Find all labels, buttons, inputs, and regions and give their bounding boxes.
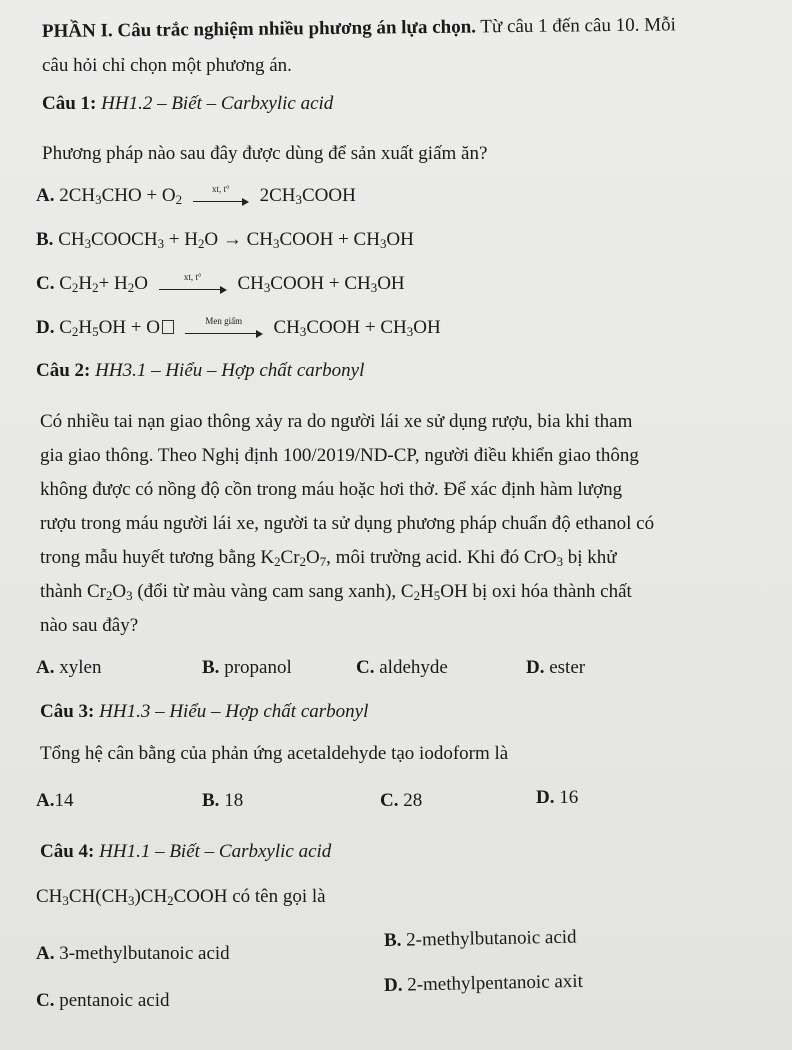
reaction-arrow: Men giấm <box>185 320 263 338</box>
q3-text: Tổng hệ cân bằng của phản ứng acetaldehyde tạo iodoform là <box>40 743 509 764</box>
q4-option-d: D. 2-methylpentanoic axit <box>383 970 584 996</box>
q4-option-b: B. 2-methylbutanoic acid <box>383 926 577 951</box>
q3-option-c: C. 28 <box>380 790 423 811</box>
reaction-arrow: xt, t° <box>193 188 249 206</box>
section-heading-line2: câu hỏi chỉ chọn một phương án. <box>42 55 292 76</box>
q1-option-c: C. $C_2H_2+ H_2O$ xt, t° $CH_3COOH + CH_3OH$ <box>36 271 405 296</box>
q3-option-a: A.14 <box>36 790 74 811</box>
missing-glyph-box <box>162 320 174 334</box>
q2-option-d: D. ester <box>526 657 586 678</box>
q1-option-d: D. $C_2H_5OH + O$ Men giấm $CH_3COOH + CH_3OH$ <box>36 315 441 340</box>
q2-line6: thành $Cr_2O_3$ (đổi từ màu vàng cam sang xanh), $C_2H_5OH$ bị oxi hóa thành chất <box>40 581 632 604</box>
q1-option-a: A. $2CH_3CHO + O_2$ xt, t° $2CH_3COOH$ <box>36 183 356 208</box>
q2-line4: rượu trong máu người lái xe, người ta sử dụng phương pháp chuẩn độ ethanol có <box>40 513 655 534</box>
q2-line3: không được có nồng độ cồn trong máu hoặc hơi thở. Để xác định hàm lượng <box>40 479 623 500</box>
q2-option-c: C. aldehyde <box>356 657 448 678</box>
reaction-arrow: xt, t° <box>159 276 227 294</box>
q1-header: Câu 1: HH1.2 – Biết – Carbxylic acid <box>42 93 334 114</box>
q2-option-a: A. xylen <box>36 657 102 678</box>
q4-text: $CH_3CH(CH_3)CH_2COOH$ có tên gọi là <box>36 886 326 909</box>
q4-option-c: C. pentanoic acid <box>36 990 170 1011</box>
q2-line5: trong mẫu huyết tương bằng $K_2Cr_2O_7$, môi trường acid. Khi đó CrO$_3$ bị khử <box>40 547 617 570</box>
section-heading: PHẦN I. Câu trắc nghiệm nhiều phương án lựa chọn. Từ câu 1 đến câu 10. Mỗi <box>41 14 676 42</box>
q2-line2: gia giao thông. Theo Nghị định 100/2019/ND-CP, người điều khiển giao thông <box>40 445 639 466</box>
q4-header: Câu 4: HH1.1 – Biết – Carbxylic acid <box>40 841 332 862</box>
q3-header: Câu 3: HH1.3 – Hiểu – Hợp chất carbonyl <box>40 701 369 722</box>
q2-line7: nào sau đây? <box>40 615 139 636</box>
q1-text: Phương pháp nào sau đây được dùng để sản xuất giấm ăn? <box>42 143 488 164</box>
q2-line1: Có nhiều tai nạn giao thông xảy ra do người lái xe sử dụng rượu, bia khi tham <box>40 411 633 432</box>
q3-option-b: B. 18 <box>202 790 244 811</box>
q2-option-b: B. propanol <box>202 657 292 678</box>
q3-option-d: D. 16 <box>536 787 579 808</box>
q4-option-a: A. 3-methylbutanoic acid <box>36 943 230 964</box>
q1-option-b: B. $CH_3COOCH_3 + H_2O$ → $CH_3COOH + CH_3OH$ <box>36 229 414 252</box>
q2-header: Câu 2: HH3.1 – Hiểu – Hợp chất carbonyl <box>36 360 365 381</box>
